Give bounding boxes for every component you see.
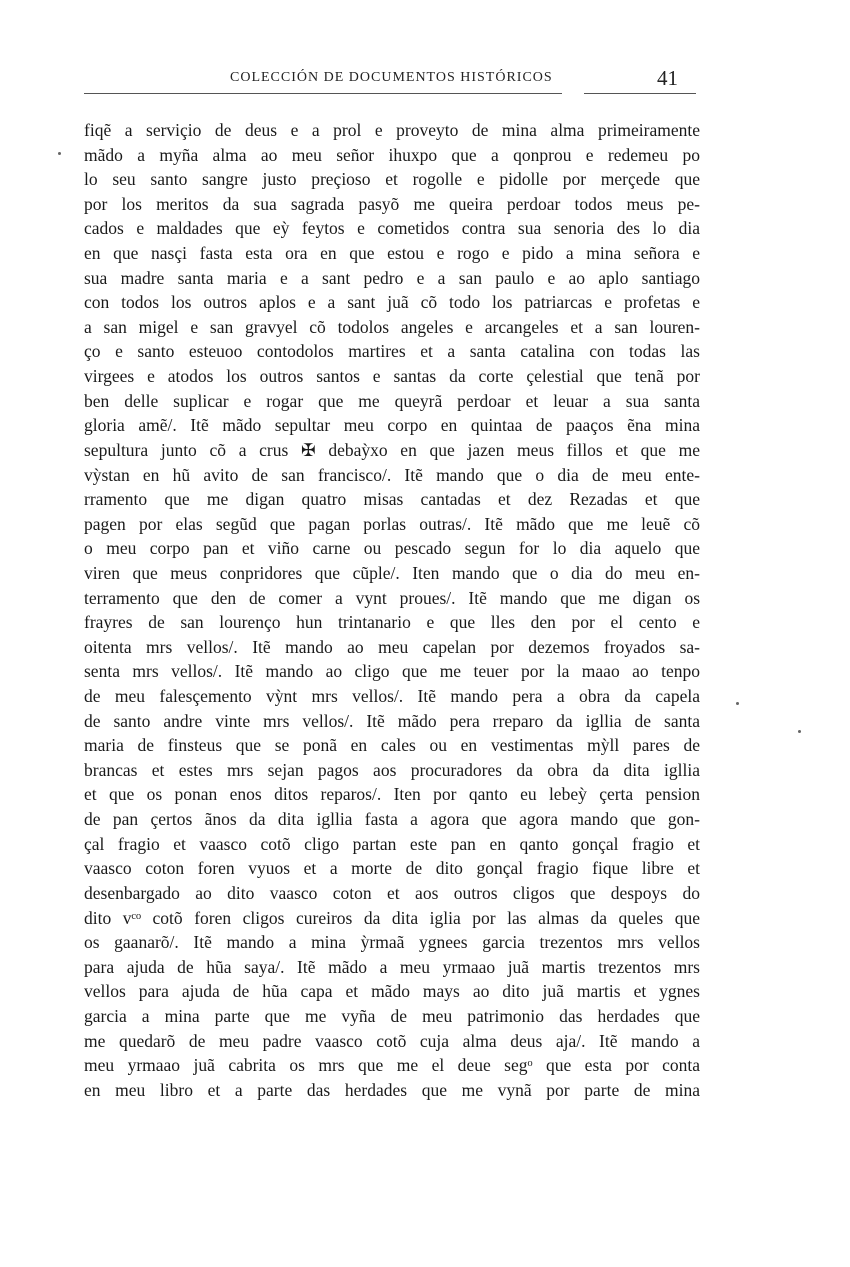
- text-line: rramento que me digan quatro misas cantadas et dez Rezadas et que: [84, 489, 700, 510]
- text-line: brancas et estes mrs sejan pagos aos procuradores da obra da dita igllia: [84, 759, 700, 780]
- text-line: gloria amẽ/. Itẽ mãdo sepultar meu corpo en quintaa de paaços ẽna mina: [84, 415, 700, 436]
- text-line: os gaanarõ/. Itẽ mando a mina ỳrmaã ygnees garcia trezentos mrs vellos: [84, 932, 700, 953]
- text-line: con todos los outros aplos e a sant juã cõ todo los patriarcas e profetas e: [84, 292, 700, 313]
- scan-speck: [58, 152, 61, 155]
- text-line: pagen por elas segũd que pagan porlas outras/. Itẽ mãdo que me leuẽ cõ: [84, 513, 700, 534]
- text-line: çal fragio et vaasco cotõ cligo partan este pan en qanto gonçal fragio et: [84, 833, 700, 854]
- text-line: cados e maldades que eỳ feytos e cometidos contra sua senoria des lo dia: [84, 218, 700, 239]
- text-line: mãdo a myña alma ao meu señor ihuxpo que a qonprou e redemeu po: [84, 144, 700, 165]
- text-line: ben delle suplicar e rogar que me queyrã perdoar et leuar a sua santa: [84, 390, 700, 411]
- text-line: et que os ponan enos ditos reparos/. Iten por qanto eu lebeỳ çerta pension: [84, 784, 700, 805]
- text-line: a san migel e san gravyel cõ todolos angeles e arcangeles et a san louren-: [84, 316, 700, 337]
- scan-speck: [798, 730, 801, 733]
- text-line: meu yrmaao juã cabrita os mrs que me el deue segᵒ que esta por conta: [84, 1055, 700, 1076]
- running-header: [84, 66, 696, 96]
- text-line: en meu libro et a parte das herdades que me vynã por parte de mina: [84, 1079, 700, 1100]
- text-line: frayres de san lourenço hun trintanario e que lles den por el cento e: [84, 612, 700, 633]
- text-line: maria de finsteus que se ponã en cales ou en vestimentas mỳll pares de: [84, 735, 700, 756]
- text-line: fiqẽ a serviçio de deus e a prol e proveyto de mina alma primeiramente: [84, 120, 700, 140]
- text-line: sua madre santa maria e a sant pedro e a san paulo e ao aplo santiago: [84, 267, 700, 288]
- text-line: oitenta mrs vellos/. Itẽ mando ao meu capelan por dezemos froyados sa-: [84, 636, 700, 657]
- running-title: COLECCIÓN DE DOCUMENTOS HISTÓRICOS: [230, 70, 553, 85]
- text-line: terramento que den de comer a vynt proues/. Itẽ mando que me digan os: [84, 587, 700, 608]
- text-line: lo seu santo sangre justo preçioso et rogolle e pidolle por merçede que: [84, 169, 700, 190]
- text-line: sepultura junto cõ a crus ✠ debaỳxo en que jazen meus fillos et que me: [84, 439, 700, 460]
- text-line: viren que meus conpridores que cũple/. Iten mando que o dia do meu en-: [84, 562, 700, 583]
- text-line: me quedarõ de meu padre vaasco cotõ cuja alma deus aja/. Itẽ mando a: [84, 1030, 700, 1051]
- text-line: vaasco coton foren vyuos et a morte de dito gonçal fragio fique libre et: [84, 858, 700, 879]
- text-line: vellos para ajuda de hũa capa et mãdo mays ao dito juã martis et ygnes: [84, 981, 700, 1002]
- header-rule-left: [84, 93, 562, 94]
- body-text: [84, 118, 700, 1102]
- scan-speck: [736, 702, 739, 705]
- text-line: en que nasçi fasta esta ora en que estou e rogo e pido a mina señora e: [84, 243, 700, 264]
- text-line: de santo andre vinte mrs vellos/. Itẽ mãdo pera rreparo da igllia de santa: [84, 710, 700, 731]
- page-number: 41: [657, 66, 678, 90]
- text-line: de meu falesçemento vỳnt mrs vellos/. Itẽ mando pera a obra da capela: [84, 686, 700, 707]
- header-rule-right: [584, 93, 696, 94]
- text-line: por los meritos da sua sagrada pasyõ me queira perdoar todos meus pe-: [84, 193, 700, 214]
- text-line: virgees e atodos los outros santos e santas da corte çelestial que tenã por: [84, 366, 700, 387]
- text-line: ço e santo esteuoo contodolos martires et a santa catalina con todas las: [84, 341, 700, 362]
- text-line: o meu corpo pan et viño carne ou pescado segun for lo dia aquelo que: [84, 538, 700, 559]
- text-line: garcia a mina parte que me vyña de meu patrimonio das herdades que: [84, 1005, 700, 1026]
- text-line: de pan çertos ãnos da dita igllia fasta a agora que agora mando que gon-: [84, 809, 700, 830]
- text-line: para ajuda de hũa saya/. Itẽ mãdo a meu yrmaao juã martis trezentos mrs: [84, 956, 700, 977]
- text-line: vỳstan en hũ avito de san francisco/. Itẽ mando que o dia de meu ente-: [84, 464, 700, 485]
- text-line: dito vᶜᵒ cotõ foren cligos cureiros da dita iglia por las almas da queles que: [84, 907, 700, 928]
- text-line: desenbargado ao dito vaasco coton et aos outros cligos que despoys do: [84, 882, 700, 903]
- text-line: senta mrs vellos/. Itẽ mando ao cligo que me teuer por la maao ao tenpo: [84, 661, 700, 682]
